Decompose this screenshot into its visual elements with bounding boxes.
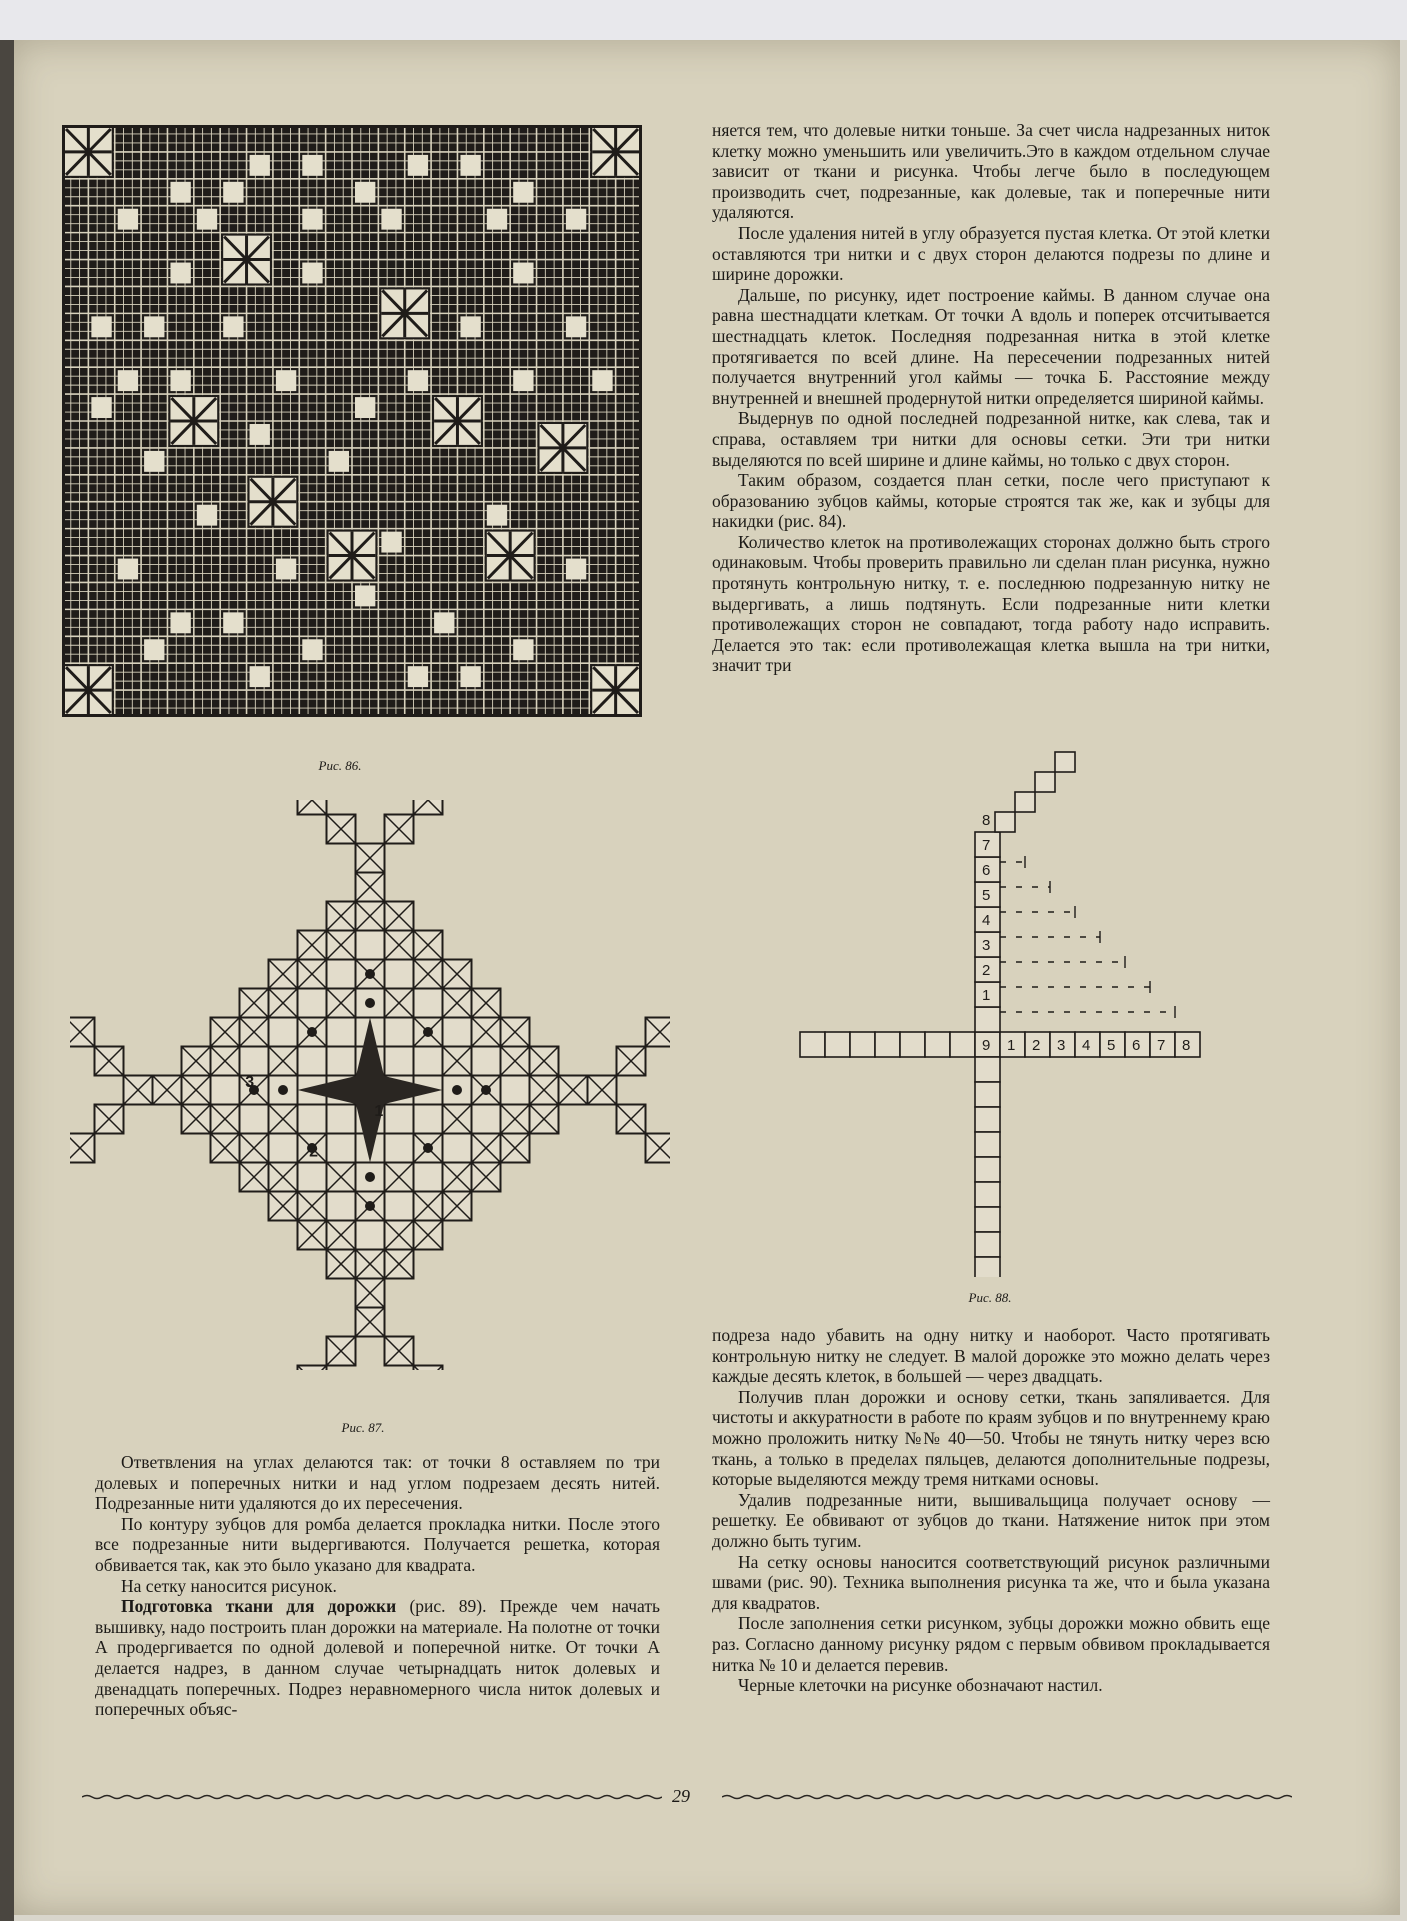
dot [452,1085,462,1095]
row-label: 9 [982,1037,991,1054]
star-motif-lines [592,128,639,176]
star-motif-lines [487,532,534,580]
column-cell [975,1232,1000,1257]
diamond-cell [269,1134,298,1163]
figure-87 [70,800,670,1370]
star-motif-lines [540,424,587,472]
column-cell [975,1157,1000,1182]
diamond-cell [327,1192,356,1221]
book-spine [0,40,14,1921]
dot [365,969,375,979]
open-cell [381,209,401,230]
open-cell [197,505,217,526]
column-label: 4 [982,912,991,929]
dot [365,998,375,1008]
open-cell [144,639,164,660]
column-label: 5 [982,887,991,904]
open-cell [197,209,217,230]
open-cell [487,209,507,230]
row-cell [900,1032,925,1057]
diamond-cell [443,1018,472,1047]
open-cell [276,559,296,580]
open-cell [513,370,533,391]
paragraph: Выдернув по одной последней подрезанной нитке, как слева, так и справа, оставляем три нитки для основы сетки. Эти три нитки выделяются по всей ширине и длине каймы, но только с двух сторон. [712,408,1270,470]
diamond-cell [472,1047,501,1076]
open-cell [91,397,111,418]
open-cell [302,209,322,230]
paragraph: Количество клеток на противолежащих сторонах должно быть строго одинаковым. Чтобы проверить правильно ли сделан план рисунка, нужно протянуть контрольную нитку, т. е. последнюю подрезанную нитку не выдергивать, а лишь подтянуть. Если подрезанные нити клетки противолежащих сторон не совпадают, тогда работу надо исправить. Делается это так: если противолежащая клетка вышла на три нитки, значит три [712,531,1270,676]
column-label: 2 [982,962,991,979]
open-cell [250,424,270,445]
paragraph [95,1596,660,1720]
diamond-cell [414,1105,443,1134]
paragraph: подреза надо убавить на одну нитку и наоборот. Часто протягивать контрольную нитку не следует. В малой дорожке это можно делать через каждые десять клеток, в большей — через двадцать. [712,1325,1270,1387]
background-top [0,0,1407,40]
open-cell [144,451,164,472]
point-label: 1 [374,1103,384,1121]
open-cell [302,155,322,176]
diamond-cell [327,1134,356,1163]
open-cell [355,182,375,203]
section-heading: Подготовка ткани для дорожки [121,1596,397,1617]
open-cell [408,370,428,391]
diamond-cell [298,1047,327,1076]
paragraph: Таким образом, создается план сетки, после чего приступают к образованию зубцов каймы, которые строятся так же, как и зубцы для накидки (рис. 84). [712,470,1270,532]
open-cell [592,370,612,391]
diamond-cell [414,1047,443,1076]
figure-86-caption: Рис. 86. [318,758,362,773]
column-label: 1 [982,987,991,1004]
open-cell [566,559,586,580]
row-cell [800,1032,825,1057]
row-cell [950,1032,975,1057]
star-motif-lines [65,666,112,714]
open-cell [276,370,296,391]
open-cell [355,397,375,418]
diamond-cell [472,1105,501,1134]
row-cell [875,1032,900,1057]
star-motif-lines [250,478,297,526]
open-cell [381,532,401,553]
open-cell [144,316,164,337]
open-cell [91,316,111,337]
diamond-cell [356,931,385,960]
row-label: 6 [1132,1037,1141,1054]
paragraph: Дальше, по рисунку, идет построение каймы. В данном случае она равна шестнадцати клеткам. От точки А вдоль и поперек отсчитывается шестнадцать клеток. Последняя подрезанная нитка в этой клетке протягивается по всей длине. На пересечении подрезанных нитей получается внутренний угол каймы — точка Б. Расстояние между внутренней и внешней продернутой нитки определяется шириной каймы. [712,284,1270,408]
footer-rule-right [722,1794,1292,1800]
figure-88-caption: Рис. 88. [968,1290,1012,1305]
left-column-bottom [95,1452,660,1720]
right-column-bottom [712,1325,1270,1696]
diagonal-cell [1035,772,1055,792]
open-cell [513,263,533,284]
diamond-cell [414,989,443,1018]
diamond-cell [414,1163,443,1192]
dot [423,1027,433,1037]
column-label: 7 [982,837,991,854]
diagonal-cell [1055,752,1075,772]
column-label: 8 [982,812,991,829]
open-cell [460,155,480,176]
diamond-cell [298,1105,327,1134]
star-motif-lines [170,397,217,445]
row-cell [825,1032,850,1057]
open-cell [170,182,190,203]
footer-rule-left [82,1794,662,1800]
diamond-cell [501,1076,530,1105]
paragraph: По контуру зубцов для ромба делается прокладка нитки. После этого все подрезанные нити выдергиваются. Получается решетка, которая обвивается так, как это было указано для квадрата. [95,1513,660,1575]
diamond-cell [385,1134,414,1163]
figure-86 [62,125,642,717]
row-cell [850,1032,875,1057]
star-motif-lines [223,236,270,284]
paragraph: Ответвления на углах делаются так: от точки 8 оставляем по три долевых и поперечных нитки и над углом подрезаем десять нитей. Подрезанные нити удаляются до их пересечения. [95,1452,660,1514]
open-cell [250,155,270,176]
paragraph: Черные клеточки на рисунке обозначают настил. [738,1675,1103,1696]
row-label: 1 [1007,1037,1016,1054]
open-cell [434,612,454,633]
page-number: 29 [672,1786,690,1806]
open-cell [170,612,190,633]
open-cell [513,639,533,660]
column-cell [975,1082,1000,1107]
dot [307,1027,317,1037]
column-cell [975,1107,1000,1132]
star-motif-lines [592,666,639,714]
open-cell [302,263,322,284]
open-cell [223,182,243,203]
open-cell [460,666,480,687]
open-cell [302,639,322,660]
column-label: 3 [982,937,991,954]
star-motif-lines [381,289,428,337]
diamond-cell [298,800,327,815]
open-cell [329,451,349,472]
paragraph: После заполнения сетки рисунком, зубцы дорожки можно обвить еще раз. Согласно данному рисунку рядом с первым обвивом прокладывается нитка № 10 и делается перевив. [712,1613,1270,1675]
row-label: 8 [1182,1037,1191,1054]
diamond-cell [385,1047,414,1076]
diamond-cell [327,1105,356,1134]
star-motif-lines [65,128,112,176]
open-cell [566,209,586,230]
open-cell [487,505,507,526]
column-cell [975,1257,1000,1277]
diamond-cell [385,960,414,989]
column-label: 6 [982,862,991,879]
paragraph: няется тем, что долевые нитки тоньше. За счет числа надрезанных ниток клетку можно уменьшить или увеличить.Это в каждом отдельном случае зависит от ткани и рисунка. Чтобы легче было в последующем производить счет, подрезанные, как долевые, так и поперечные нити удаляются. [712,120,1270,223]
open-cell [223,316,243,337]
open-cell [170,263,190,284]
section-text: (рис. 89). Прежде чем начать вышивку, надо построить план дорожки на материале. На полотне от точки А продергивается по одной долевой и поперечной нитке. От точки А делается надрез, в данном случае четырнадцать ниток долевых и двенадцать поперечных. Подрез неравномерного числа ниток долевых и поперечных объяс- [95,1596,660,1720]
open-cell [513,182,533,203]
paragraph: Удалив подрезанные нити, вышивальщица получает основу — решетку. Ее обвивают от зубцов до ткани. Натяжение ниток при этом должно быть тугим. [712,1489,1270,1551]
star-motif-lines [329,532,376,580]
row-label: 5 [1107,1037,1116,1054]
diagonal-cell [1015,792,1035,812]
paragraph: На сетку основы наносится соответствующий рисунок различными швами (рис. 90). Техника выполнения рисунка та же, что и была указана для квадратов. [712,1551,1270,1613]
open-cell [170,370,190,391]
row-label: 3 [1057,1037,1066,1054]
row-label: 4 [1082,1037,1091,1054]
figure-87-caption: Рис. 87. [341,1420,385,1435]
open-cell [460,316,480,337]
dot [481,1085,491,1095]
dot [278,1085,288,1095]
diamond-cell [356,1221,385,1250]
dot [365,1172,375,1182]
column-cell [975,1132,1000,1157]
diamond-cell [414,800,443,815]
diamond-cell [298,1163,327,1192]
row-label: 2 [1032,1037,1041,1054]
column-cell [975,1007,1000,1032]
diamond-cell [385,1105,414,1134]
column-cell [975,1057,1000,1082]
figure-88 [760,742,1220,1277]
dot [423,1143,433,1153]
open-cell [223,612,243,633]
star-motif-lines [434,397,481,445]
diamond-cell [443,1134,472,1163]
open-cell [355,585,375,606]
row-cell [925,1032,950,1057]
diamond-cell [269,1018,298,1047]
open-cell [118,370,138,391]
open-cell [118,559,138,580]
diamond-cell [385,1018,414,1047]
open-cell [408,666,428,687]
point-label: 3 [245,1074,255,1092]
diamond-cell [211,1076,240,1105]
diamond-cell [385,1192,414,1221]
point-label: 2 [309,1143,319,1161]
diagonal-cell [995,812,1015,832]
column-cell [975,1182,1000,1207]
open-cell [118,209,138,230]
open-cell [408,155,428,176]
diamond-cell [327,1047,356,1076]
diamond-cell [327,960,356,989]
diamond-cell [327,1018,356,1047]
open-cell [250,666,270,687]
diamond-cell [240,1047,269,1076]
column-cell [975,1207,1000,1232]
paragraph: После удаления нитей в углу образуется пустая клетка. От этой клетки оставляются три нитки и с двух сторон делаются подрезы по длине и ширине дорожки. [712,222,1270,285]
paragraph: На сетку наносится рисунок. [121,1575,337,1596]
diamond-cell [298,989,327,1018]
diamond-cell [240,1105,269,1134]
right-column-top [712,120,1270,676]
paragraph: Получив план дорожки и основу сетки, ткань запяливается. Для чистоты и аккуратности в работе по краям зубцов и по внутреннему краю можно проложить нитку №№ 40—50. Чтобы не тянуть нитку через всю ткань, а только в пределах пяльцев, делаются дополнительные подрезы, которые выделяются между тремя нитками основы. [712,1386,1270,1490]
row-label: 7 [1157,1037,1166,1054]
open-cell [566,316,586,337]
dot [365,1201,375,1211]
